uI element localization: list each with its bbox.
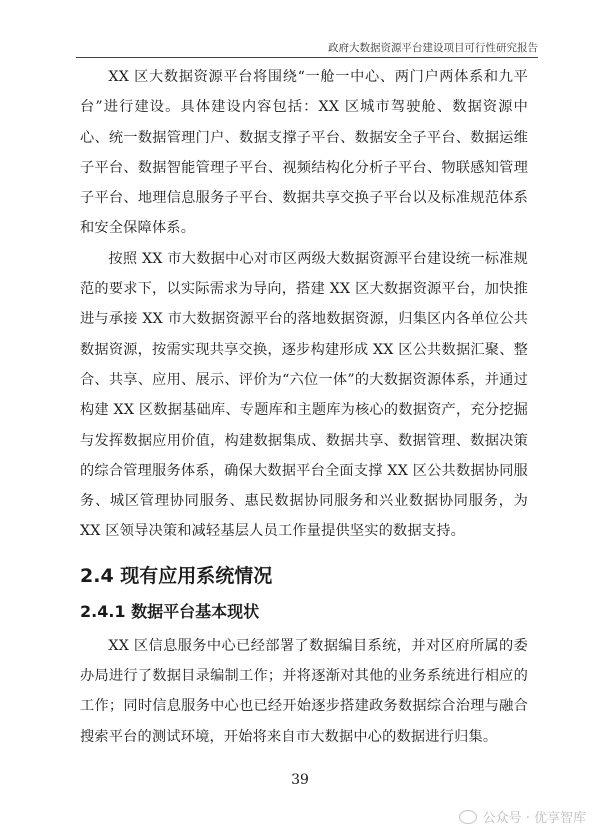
- watermark-text: 公众号 · 优享智库: [482, 811, 586, 826]
- paragraph-platform-scope: XX 区大数据资源平台将围绕“一舱一中心、两门户两体系和九平台”进行建设。具体建设内容包括：XX 区城市驾驶舱、数据资源中心、统一数据管理门户、数据支撑子平台、数据安全子平台、数据运维子平台、数据智能管理子平台、视频结构化分析子平台、物联感知管理子平台、地理信息服务子平台、数据共享交换子平台以及标准规范体系和安全保障体系。: [80, 69, 528, 237]
- paragraph-construction-requirements: 按照 XX 市大数据中心对市区两级大数据资源平台建设统一标准规范的要求下，以实际需求为导向，搭建 XX 区大数据资源平台，加快推进与承接 XX 市大数据资源平台的落地数据资源，归集区内各单位公共数据资源，按需实现共享交换，逐步构建形成 XX 区公共数据汇聚、整合、共享、应用、展示、评价为“六位一体”的大数据资源体系，并通过构建 XX 区数据基础库、专题库和主题库为核心的数据资产，充分挖掘与发挥数据应用价值，构建数据集成、数据共享、数据管理、数据决策的综合管理服务体系，确保大数据平台全面支撑 XX 区公共数据协同服务、城区管理协同服务、惠民数据协同服务和兴业数据协同服务，为 XX 区领导决策和减轻基层人员工作量提供坚实的数据支持。: [80, 250, 528, 540]
- section-heading: 2.4 现有应用系统情况: [80, 564, 273, 587]
- page-body: [80, 62, 528, 752]
- running-header: 政府大数据资源平台建设项目可行性研究报告: [328, 42, 538, 54]
- page-number: 39: [291, 772, 309, 788]
- header-divider: [76, 57, 538, 58]
- watermark: [459, 807, 586, 826]
- paragraph-current-status: XX 区信息服务中心已经部署了数据编目系统，并对区府所属的委办局进行了数据目录编制工作；并将逐渐对其他的业务系统进行相应的工作；同时信息服务中心也已经开始逐步搭建政务数据综合治理与融合搜索平台的测试环境，开始将来自市大数据中心的数据进行归集。: [80, 637, 528, 745]
- subsection-heading: 2.4.1 数据平台基本现状: [80, 601, 260, 621]
- wechat-icon: [459, 810, 477, 824]
